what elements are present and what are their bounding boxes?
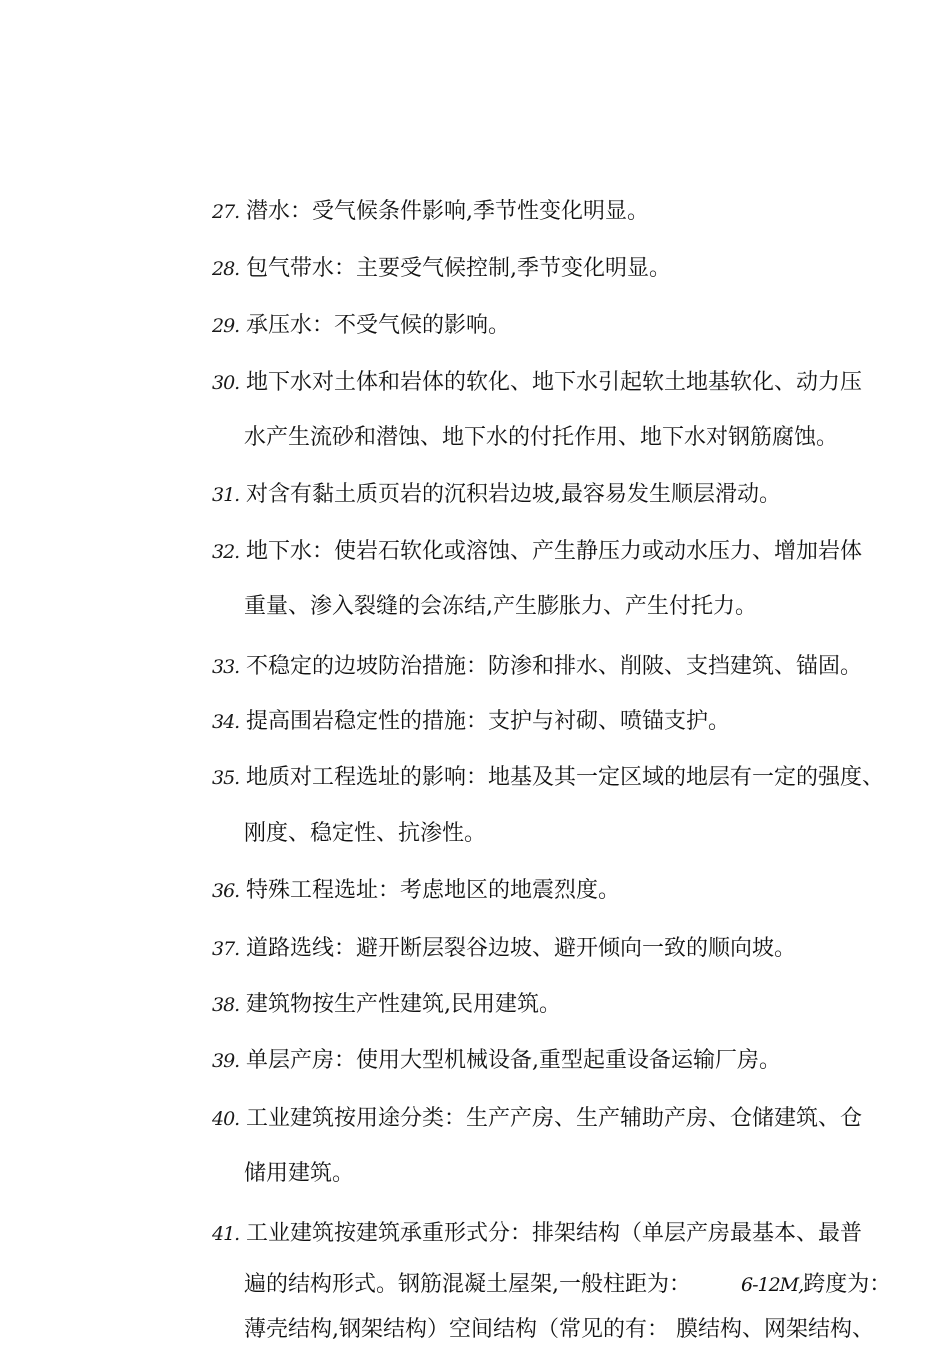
list-item — [212, 252, 936, 286]
item-text: 跨度为： — [803, 1272, 892, 1297]
item-text: 地下水对土体和岩体的软化、地下水引起软土地基软化、动力压 — [246, 370, 863, 395]
item-text: 刚度、稳定性、抗渗性。 — [244, 821, 487, 846]
list-item — [212, 535, 936, 569]
item-text: 提高围岩稳定性的措施：支护与衬砌、喷锚支护。 — [246, 709, 731, 734]
list-item-continuation — [244, 1157, 936, 1191]
list-item — [212, 195, 936, 229]
list-item — [212, 761, 936, 795]
item-text: 潜水：受气候条件影响,季节性变化明显。 — [246, 199, 649, 224]
item-number: 33. — [212, 656, 240, 678]
item-text: 重量、渗入裂缝的会冻结,产生膨胀力、产生付托力。 — [244, 594, 757, 619]
item-text: 建筑物按生产性建筑,民用建筑。 — [246, 992, 561, 1017]
list-item — [212, 1217, 936, 1251]
item-number: 39. — [212, 1050, 240, 1072]
item-number: 32. — [212, 541, 240, 563]
item-number: 35. — [212, 767, 240, 789]
item-text: 单层产房：使用大型机械设备,重型起重设备运输厂房。 — [246, 1048, 781, 1073]
item-number: 29. — [212, 315, 240, 337]
item-number: 37. — [212, 938, 240, 960]
list-item — [212, 478, 936, 512]
item-number: 34. — [212, 711, 240, 733]
list-item-continuation — [244, 1313, 936, 1347]
list-item-continuation — [244, 590, 936, 624]
item-text: 承压水：不受气候的影响。 — [246, 313, 511, 338]
list-item — [212, 366, 936, 400]
item-text: 遍的结构形式。钢筋混凝土屋架,一般柱距为： — [244, 1272, 691, 1297]
item-text: 储用建筑。 — [244, 1161, 355, 1186]
list-item — [212, 309, 936, 343]
item-text: 道路选线：避开断层裂谷边坡、避开倾向一致的顺向坡。 — [246, 936, 797, 961]
list-item-continuation — [244, 817, 936, 851]
item-text: 特殊工程选址：考虑地区的地震烈度。 — [246, 878, 621, 903]
list-item — [212, 874, 936, 908]
list-item — [212, 988, 936, 1022]
item-number: 41. — [212, 1223, 240, 1245]
item-text: 不稳定的边坡防治措施：防渗和排水、削陂、支挡建筑、锚固。 — [246, 654, 863, 679]
item-number: 30. — [212, 372, 240, 394]
item-text: 地质对工程选址的影响：地基及其一定区域的地层有一定的强度、 — [246, 765, 885, 790]
handwritten-value: 6-12M, — [741, 1274, 804, 1296]
item-text: 包气带水：主要受气候控制,季节变化明显。 — [246, 256, 671, 281]
item-number: 40. — [212, 1108, 240, 1130]
item-number: 28. — [212, 258, 240, 280]
item-number: 36. — [212, 880, 240, 902]
item-text: 地下水：使岩石软化或溶蚀、产生静压力或动水压力、增加岩体 — [246, 539, 863, 564]
list-item — [212, 932, 936, 966]
list-item — [212, 1102, 936, 1136]
item-text: 对含有黏土质页岩的沉积岩边坡,最容易发生顺层滑动。 — [246, 482, 781, 507]
item-text: 水产生流砂和潜蚀、地下水的付托作用、地下水对钢筋腐蚀。 — [244, 425, 839, 450]
item-number: 31. — [212, 484, 240, 506]
list-item-continuation — [244, 1268, 936, 1302]
list-item — [212, 1044, 936, 1078]
list-item — [212, 705, 936, 739]
item-number: 38. — [212, 994, 240, 1016]
item-text: 工业建筑按建筑承重形式分：排架结构（单层产房最基本、最普 — [246, 1221, 863, 1246]
item-number: 27. — [212, 201, 240, 223]
item-text: 工业建筑按用途分类：生产产房、生产辅助产房、仓储建筑、仓 — [246, 1106, 863, 1131]
item-text: 薄壳结构,钢架结构）空间结构（常见的有： 膜结构、网架结构、 — [244, 1317, 874, 1342]
list-item-continuation — [244, 421, 936, 455]
list-item — [212, 650, 936, 684]
